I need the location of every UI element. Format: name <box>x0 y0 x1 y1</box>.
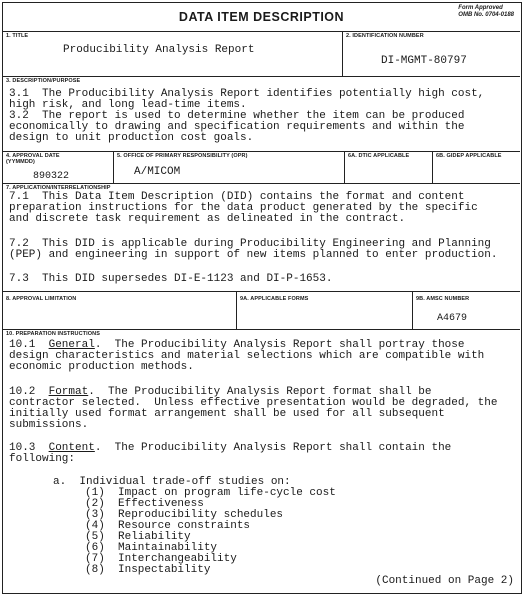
paragraph-line: initially used format arrangement shall be used for all subsequent <box>9 408 445 420</box>
list-item-a: a. Individual trade-off studies on: <box>53 476 291 488</box>
list-item: (6) Maintainability <box>85 542 218 554</box>
form-title: DATA ITEM DESCRIPTION <box>178 10 345 24</box>
description-line: high risk, and long lead-time items. <box>9 99 247 111</box>
block-6a-dtic <box>345 152 433 184</box>
identification-number: DI-MGMT-80797 <box>381 55 467 67</box>
block-3-description <box>3 77 520 152</box>
block-8-label: 8. APPROVAL LIMITATION <box>6 296 77 302</box>
block-4-label: 4. APPROVAL DATE <box>6 153 60 159</box>
form-approved-label: Form Approved <box>458 5 503 11</box>
paragraph-line: design characteristics and material selections which are compatible with <box>9 350 485 362</box>
block-10-preparation <box>3 330 520 592</box>
paragraph-heading: Content <box>48 442 95 454</box>
block-1-title <box>3 32 343 77</box>
omb-number: OMB No. 0704-0188 <box>458 12 514 18</box>
block-2-label: 2. IDENTIFICATION NUMBER <box>346 33 424 39</box>
paragraph-heading: General <box>48 339 95 351</box>
application-line: and discrete task requirement as delineated in the contract. <box>9 213 406 225</box>
paragraph-text: . The Producibility Analysis Report format shall be <box>88 386 432 398</box>
description-line: economically to drawing and specification requirements and within the <box>9 121 465 133</box>
block-5-opr <box>114 152 345 184</box>
amsc-number: A4679 <box>437 313 468 324</box>
paragraph-number: 10.1 <box>9 339 36 351</box>
list-item: (4) Resource constraints <box>85 520 251 532</box>
list-item: (1) Impact on program life-cycle cost <box>85 487 336 499</box>
block-6b-label: 6B. GIDEP APPLICABLE <box>436 153 502 159</box>
block-10-label: 10. PREPARATION INSTRUCTIONS <box>6 331 100 337</box>
list-item: (5) Reliability <box>85 531 191 543</box>
description-line: 3.1 The Producibility Analysis Report identifies potentially high cost, <box>9 88 485 100</box>
application-line: preparation instructions for the data product generated by the specific <box>9 202 478 214</box>
block-3-label: 3. DESCRIPTION/PURPOSE <box>6 78 81 84</box>
block-5-label: 5. OFFICE OF PRIMARY RESPONSIBILITY (OPR) <box>117 153 248 159</box>
application-line: 7.3 This DID supersedes DI-E-1123 and DI-P-1653. <box>9 273 333 285</box>
paragraph-line: submissions. <box>9 419 89 431</box>
application-line: 7.2 This DID is applicable during Producibility Engineering and Planning <box>9 238 491 250</box>
form-approved-note <box>458 5 514 19</box>
block-4-approval-date <box>3 152 114 184</box>
paragraph-text: . The Producibility Analysis Report shall portray those <box>94 339 465 351</box>
block-9a-label: 9A. APPLICABLE FORMS <box>240 296 309 302</box>
did-form <box>2 2 522 594</box>
continued-note: (Continued on Page 2) <box>375 575 514 587</box>
list-item: (3) Reproducibility schedules <box>85 509 284 521</box>
list-item: (2) Effectiveness <box>85 498 204 510</box>
block-6a-label: 6A. DTIC APPLICABLE <box>348 153 410 159</box>
office-of-primary-responsibility: A/MICOM <box>134 166 181 178</box>
block-8-approval-limitation <box>3 292 237 330</box>
block-4-sublabel: (YYMMDD) <box>6 159 35 165</box>
paragraph-line: economic production methods. <box>9 361 194 373</box>
paragraph-number: 10.3 <box>9 442 36 454</box>
paragraph-line: contractor selected. Unless effective presentation would be degraded, the <box>9 397 498 409</box>
paragraph-line: following: <box>9 453 76 465</box>
block-9a-applicable-forms <box>237 292 413 330</box>
block-7-application <box>3 184 520 292</box>
application-line: (PEP) and engineering in support of new items planned to enter production. <box>9 249 498 261</box>
approval-date: 890322 <box>33 171 70 182</box>
form-header <box>3 3 520 32</box>
block-9b-label: 9B. AMSC NUMBER <box>416 296 470 302</box>
report-title: Producibility Analysis Report <box>63 44 255 56</box>
paragraph-number: 10.2 <box>9 386 36 398</box>
paragraph-10-3 <box>9 443 451 455</box>
paragraph-heading: Format <box>48 386 89 398</box>
list-item: (8) Inspectability <box>85 564 211 576</box>
block-6b-gidep <box>433 152 520 184</box>
application-line: 7.1 This Data Item Description (DID) contains the format and content <box>9 191 465 203</box>
block-1-label: 1. TITLE <box>6 33 29 39</box>
block-7-label: 7. APPLICATION/INTERRELATIONSHIP <box>6 185 111 191</box>
block-2-id-number <box>343 32 520 77</box>
list-item: (7) Interchangeability <box>85 553 237 565</box>
description-line: design to unit production cost goals. <box>9 132 254 144</box>
paragraph-text: . The Producibility Analysis Report shall contain the <box>94 442 452 454</box>
description-line: 3.2 The report is used to determine whether the item can be produced <box>9 110 465 122</box>
block-9b-amsc-number <box>413 292 520 330</box>
